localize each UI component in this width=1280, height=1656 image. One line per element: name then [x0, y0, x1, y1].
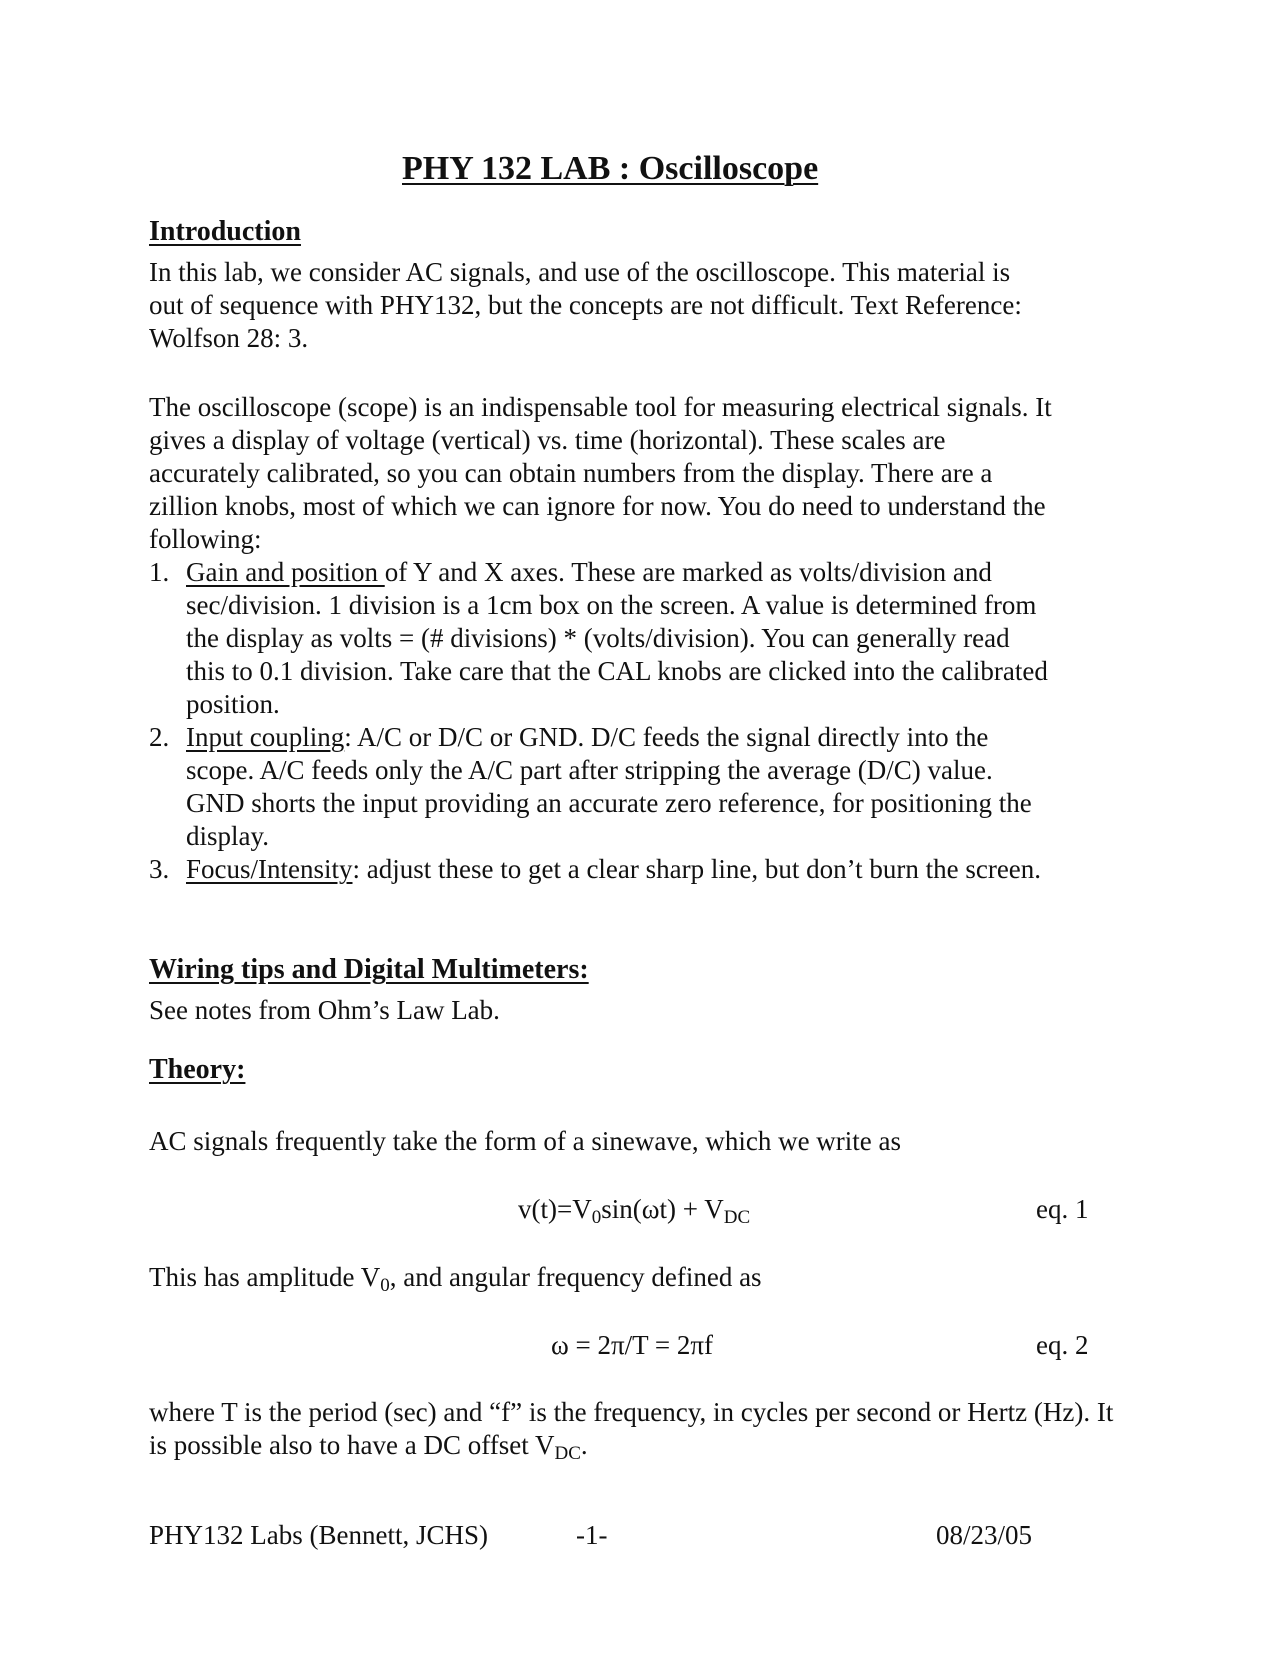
list-item-line: scope. A/C feeds only the A/C part after stripping the average (D/C) value. [186, 755, 993, 785]
list-item-line: this to 0.1 division. Take care that the CAL knobs are clicked into the calibrated [186, 656, 1048, 686]
period-text-line: is possible also to have a DC offset $V_{DC}$. [149, 1430, 588, 1464]
period-text-line: where T is the period (sec) and “f” is the frequency, in cycles per second or Hertz (Hz). It [149, 1397, 1114, 1427]
list-item-line: position. [186, 689, 280, 719]
list-item-term: Input coupling [186, 722, 345, 752]
list-item [149, 722, 988, 753]
list-item-number: 3. [149, 854, 170, 884]
list-item-term: Gain and position [186, 557, 385, 587]
wiring-text: See notes from Ohm’s Law Lab. [149, 995, 500, 1025]
intro-para2-line: The oscilloscope (scope) is an indispensable tool for measuring electrical signals. It [149, 392, 1052, 422]
list-item-text: of Y and X axes. These are marked as volts/division and [384, 557, 992, 587]
list-item-line: display. [186, 821, 269, 851]
intro-para2-line: gives a display of voltage (vertical) vs. time (horizontal). These scales are [149, 425, 946, 455]
list-item-line: GND shorts the input providing an accurate zero reference, for positioning the [186, 788, 1032, 818]
list-item [149, 854, 1041, 885]
equation-1: $v(t)=V_0\sin(\omega t) + V_{DC}$ [518, 1194, 751, 1228]
list-item-number: 2. [149, 722, 170, 752]
wiring-heading: Wiring tips and Digital Multimeters: [149, 954, 589, 985]
list-item [149, 557, 992, 588]
equation-2-label: eq. 2 [1036, 1330, 1089, 1360]
equation-2: ω = 2π/T = 2πf [551, 1330, 713, 1360]
equation-1-label: eq. 1 [1036, 1194, 1089, 1224]
theory-intro: AC signals frequently take the form of a sinewave, which we write as [149, 1126, 902, 1156]
list-item-term: Focus/Intensity [186, 854, 353, 884]
intro-para2-line: accurately calibrated, so you can obtain numbers from the display. There are a [149, 458, 993, 488]
intro-para1-line: out of sequence with PHY132, but the concepts are not difficult. Text Reference: [149, 290, 1022, 320]
intro-para2-line: following: [149, 524, 262, 554]
intro-para2-line: zillion knobs, most of which we can ignore for now. You do need to understand the [149, 491, 1046, 521]
amplitude-text: This has amplitude $V_0$, and angular frequency defined as [149, 1262, 762, 1296]
page-number: -1- [576, 1520, 608, 1550]
introduction-heading: Introduction [149, 216, 301, 247]
list-item-text: : A/C or D/C or GND. D/C feeds the signal directly into the [344, 722, 989, 752]
list-item-line: the display as volts = (# divisions) * (volts/division). You can generally read [186, 623, 1010, 653]
footer-date: 08/23/05 [936, 1520, 1033, 1550]
intro-para1-line: Wolfson 28: 3. [149, 323, 309, 353]
list-item-number: 1. [149, 557, 170, 587]
page-title: PHY 132 LAB : Oscilloscope [402, 150, 819, 187]
intro-para1-line: In this lab, we consider AC signals, and use of the oscilloscope. This material is [149, 257, 1011, 287]
list-item-text: : adjust these to get a clear sharp line, but don’t burn the screen. [352, 854, 1042, 884]
list-item-line: sec/division. 1 division is a 1cm box on the screen. A value is determined from [186, 590, 1037, 620]
footer-left: PHY132 Labs (Bennett, JCHS) [149, 1520, 488, 1550]
theory-heading: Theory: [149, 1054, 246, 1085]
